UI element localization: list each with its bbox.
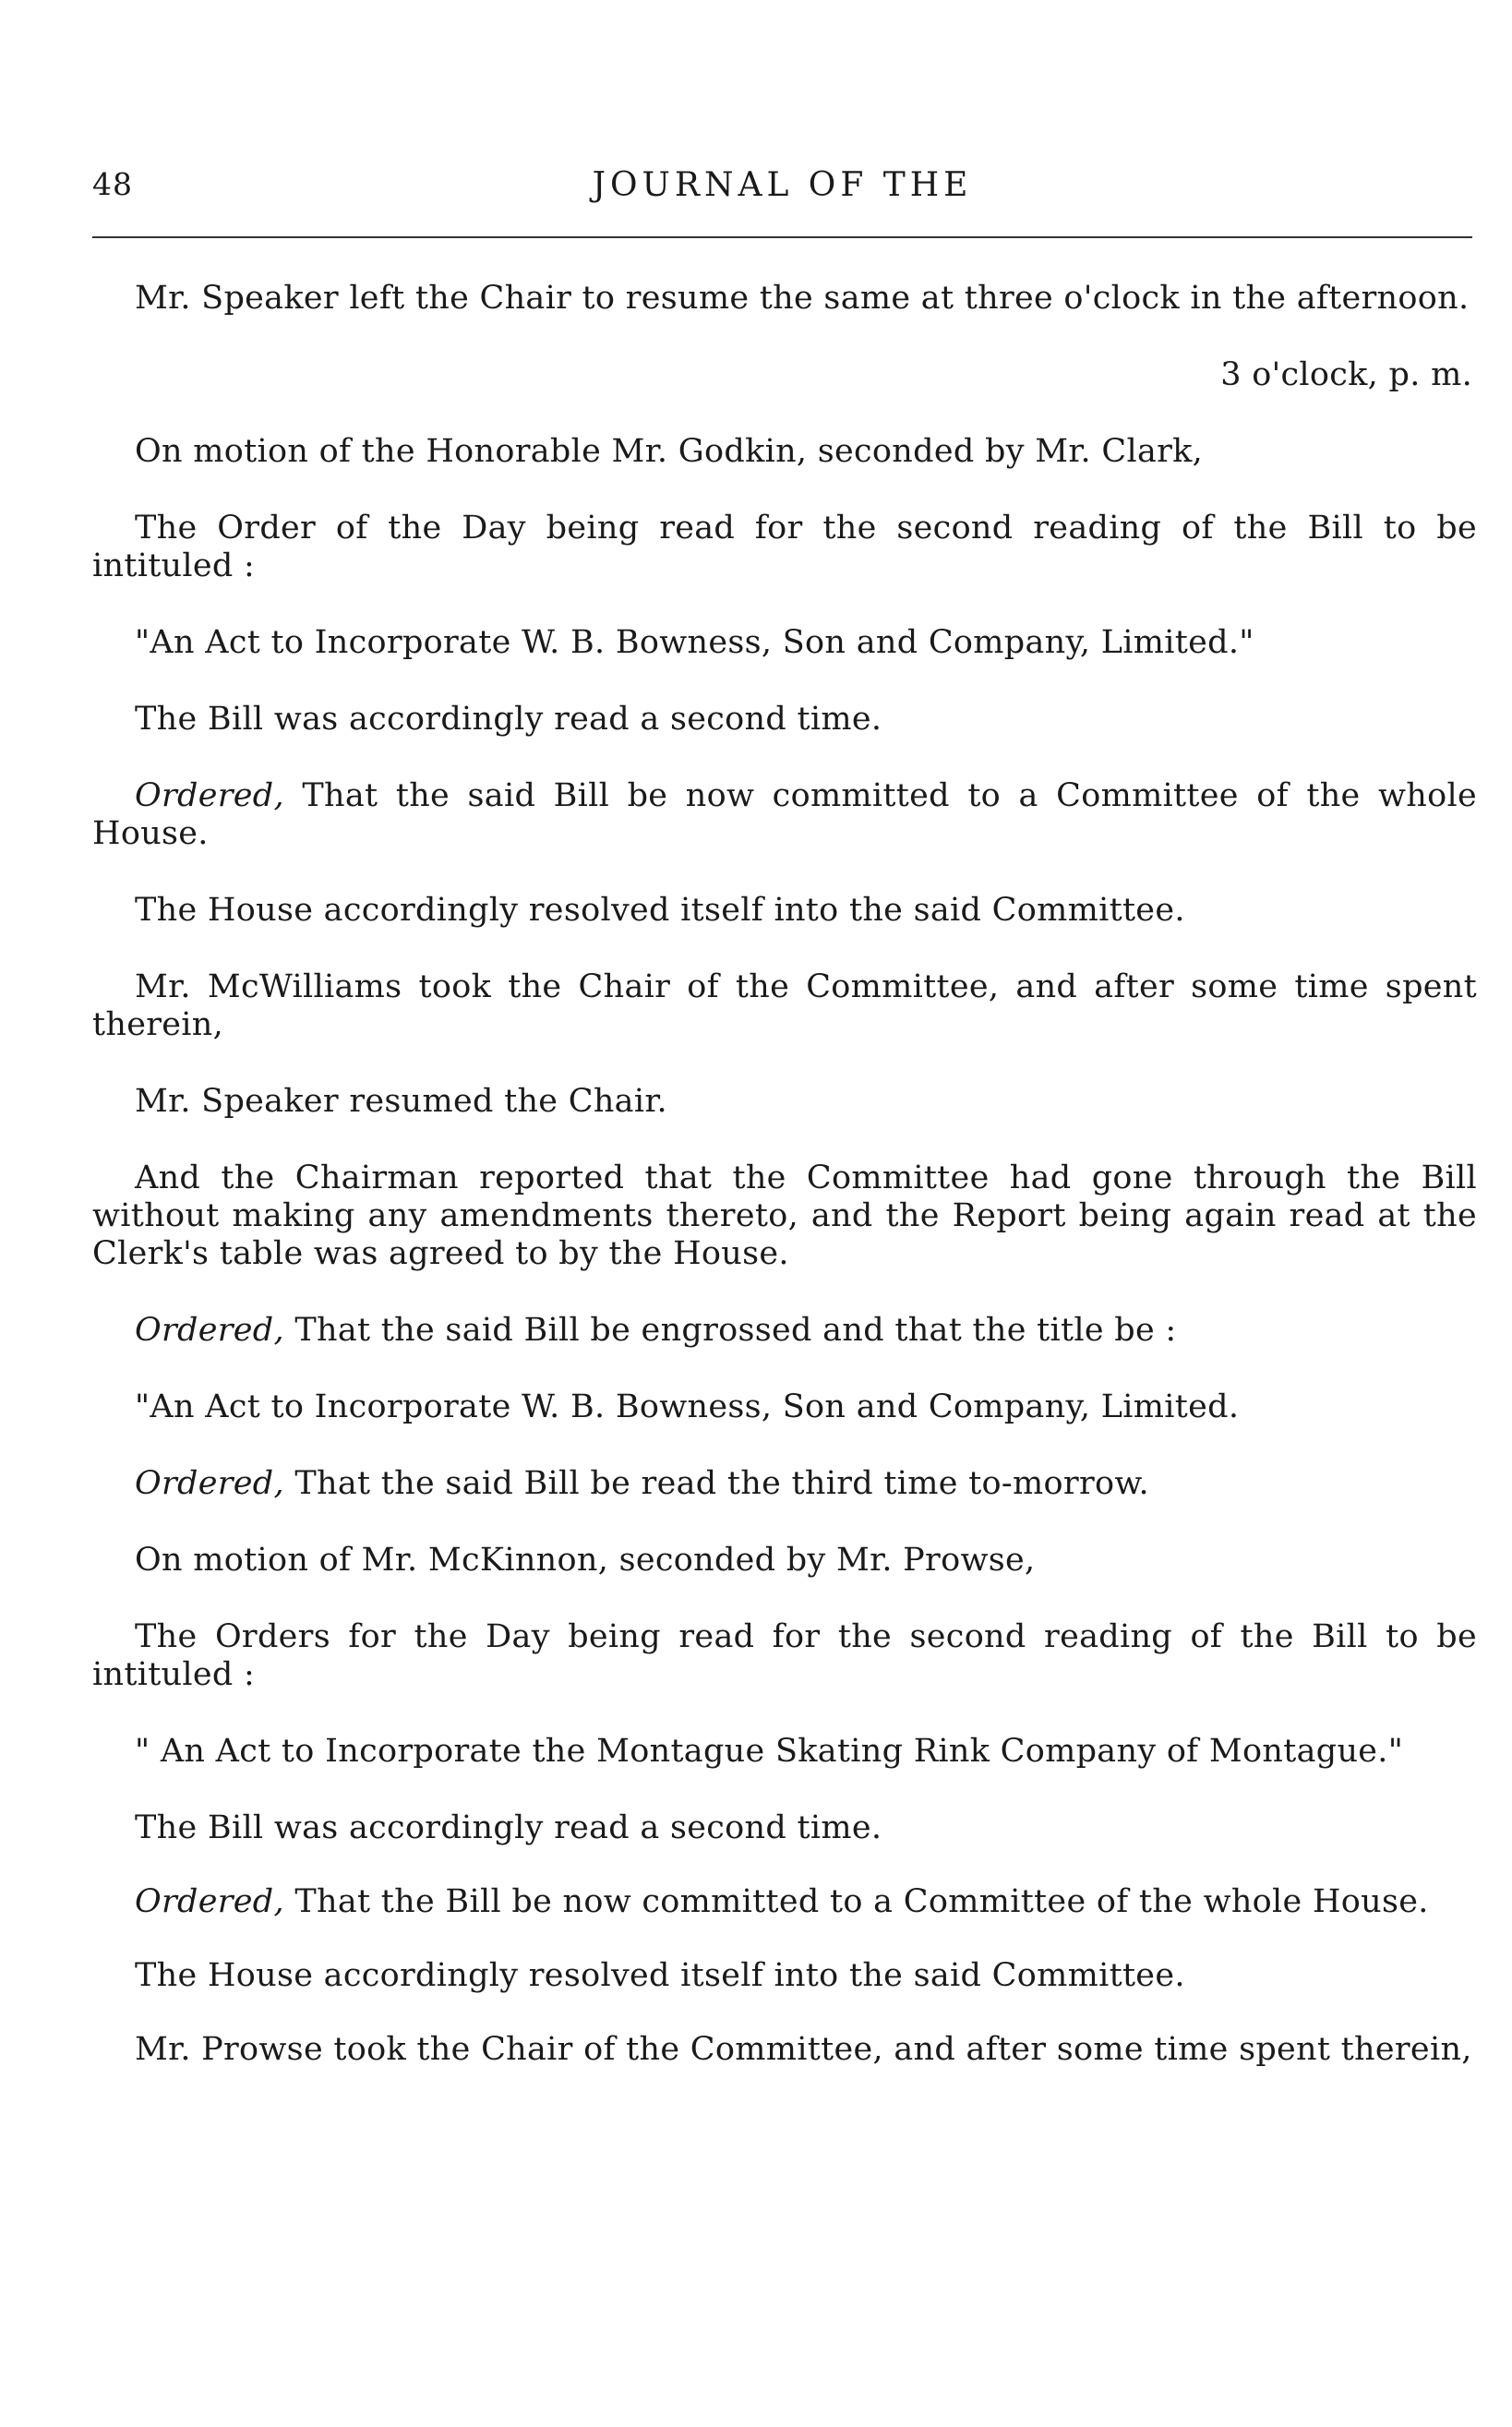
paragraph-ordered-third-reading (92, 1465, 1477, 1503)
paragraph-ordered-engrossed (92, 1312, 1477, 1350)
ordered-label: Ordered, (135, 777, 284, 814)
paragraph-ordered-committed-montague (92, 1883, 1477, 1921)
ordered-text: That the said Bill be now committed to a Committee of the whole House. (92, 777, 1477, 852)
paragraph-motion-mckinnon: On motion of Mr. McKinnon, seconded by Mr. Prowse, (135, 1542, 1036, 1579)
ordered-text: That the Bill be now committed to a Committee of the whole House. (283, 1883, 1429, 1920)
paragraph-speaker-left-chair: Mr. Speaker left the Chair to resume the same at three o'clock in the afternoon. (135, 280, 1470, 317)
journal-body (92, 280, 1477, 2108)
paragraph-ordered-committed (92, 777, 1477, 853)
ordered-text: That the said Bill be engrossed and that the title be : (283, 1312, 1177, 1349)
paragraph-orders-for-day: The Orders for the Day being read for the second reading of the Bill to be intituled : (92, 1618, 1477, 1693)
ordered-label: Ordered, (135, 1465, 284, 1502)
header-rule (92, 236, 1472, 238)
paragraph-prowse-chair: Mr. Prowse took the Chair of the Committee, and after some time spent therein, (135, 2031, 1472, 2068)
page-header (92, 166, 1472, 212)
ordered-label: Ordered, (135, 1312, 284, 1349)
running-head: JOURNAL OF THE (592, 166, 973, 204)
paragraph-motion-godkin: On motion of the Honorable Mr. Godkin, seconded by Mr. Clark, (135, 433, 1204, 470)
ordered-text: That the said Bill be read the third time to-morrow. (283, 1465, 1149, 1502)
paragraph-mcwilliams-chair: Mr. McWilliams took the Chair of the Committee, and after some time spent therein, (92, 968, 1477, 1043)
bill-title-montague: " An Act to Incorporate the Montague Skating Rink Company of Montague." (135, 1733, 1404, 1770)
paragraph-chairman-reported: And the Chairman reported that the Committee had gone through the Bill without making any amendments thereto, and the Report being again read at the Clerk's table was agreed to by the House. (92, 1159, 1477, 1272)
paragraph-second-reading: The Bill was accordingly read a second time. (135, 701, 882, 738)
bill-title-bowness: "An Act to Incorporate W. B. Bowness, Son and Company, Limited." (135, 624, 1254, 661)
bill-title-bowness-engrossed: "An Act to Incorporate W. B. Bowness, Son and Company, Limited. (135, 1388, 1240, 1425)
paragraph-speaker-resumed: Mr. Speaker resumed the Chair. (135, 1083, 667, 1120)
paragraph-house-resolved-montague: The House accordingly resolved itself into the said Committee. (135, 1957, 1185, 1994)
paragraph-second-reading-montague: The Bill was accordingly read a second time. (135, 1809, 882, 1846)
paragraph-order-of-day: The Order of the Day being read for the second reading of the Bill to be intituled : (92, 510, 1477, 584)
time-stamp: 3 o'clock, p. m. (1220, 356, 1472, 393)
page-number: 48 (92, 166, 133, 202)
ordered-label: Ordered, (135, 1883, 284, 1920)
paragraph-house-resolved: The House accordingly resolved itself into the said Committee. (135, 892, 1185, 929)
